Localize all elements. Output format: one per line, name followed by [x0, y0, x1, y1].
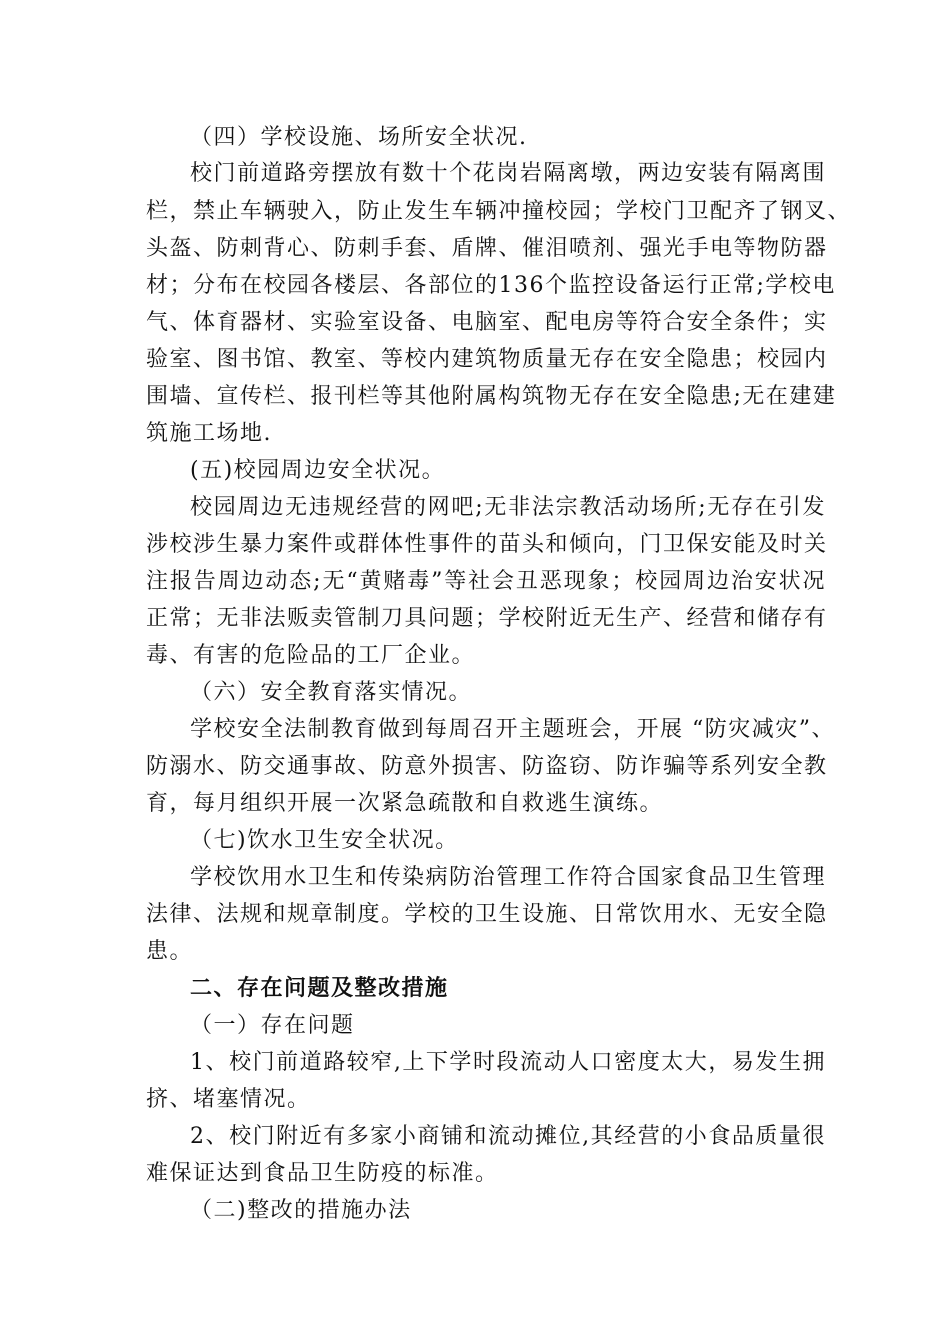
- paragraph-line: 学校饮用水卫生和传染病防治管理工作符合国家食品卫生管理: [190, 865, 826, 890]
- paragraph-line: 挤、堵塞情况。: [146, 1087, 311, 1112]
- paragraph-line: 校门前道路旁摆放有数十个花岗岩隔离墩，两边安装有隔离围: [190, 161, 826, 186]
- paragraph-line: 栏，禁止车辆驶入，防止发生车辆冲撞校园；学校门卫配齐了钢叉、: [146, 199, 852, 224]
- paragraph-line: 防溺水、防交通事故、防意外损害、防盗窃、防诈骗等系列安全教: [146, 754, 828, 779]
- paragraph-line: 注报告周边动态;无“黄赌毒”等社会丑恶现象；校园周边治安状况: [146, 569, 826, 594]
- heading-section-6: （六）安全教育落实情况。: [190, 680, 473, 705]
- heading-problems: （一）存在问题: [190, 1013, 355, 1038]
- heading-part-2: 二、存在问题及整改措施: [190, 976, 449, 1001]
- paragraph-line: 正常；无非法贩卖管制刀具问题；学校附近无生产、经营和储存有: [146, 606, 828, 631]
- paragraph-line: 材；分布在校园各楼层、各部位的136个监控设备运行正常;学校电: [146, 273, 836, 298]
- paragraph-line: 气、体育器材、实验室设备、电脑室、配电房等符合安全条件；实: [146, 310, 828, 335]
- paragraph-line: 学校安全法制教育做到每周召开主题班会，开展 “防灾减灾”、: [190, 717, 835, 742]
- heading-section-4: （四）学校设施、场所安全状况.: [190, 125, 528, 150]
- paragraph-line: 涉校涉生暴力案件或群体性事件的苗头和倾向，门卫保安能及时关: [146, 532, 828, 557]
- paragraph-line: 校园周边无违规经营的网吧;无非法宗教活动场所;无存在引发: [190, 495, 826, 520]
- paragraph-line: 头盔、防刺背心、防刺手套、盾牌、催泪喷剂、强光手电等物防器: [146, 236, 828, 261]
- paragraph-line: 难保证达到食品卫生防疫的标准。: [146, 1161, 499, 1186]
- paragraph-line: 1、校门前道路较窄,上下学时段流动人口密度太大，易发生拥: [190, 1050, 826, 1075]
- heading-section-7: （七)饮水卫生安全状况。: [190, 828, 459, 853]
- paragraph-line: 2、校门附近有多家小商铺和流动摊位,其经营的小食品质量很: [190, 1124, 826, 1149]
- paragraph-line: 验室、图书馆、教室、等校内建筑物质量无存在安全隐患；校园内: [146, 347, 828, 372]
- paragraph-line: 围墙、宣传栏、报刊栏等其他附属构筑物无存在安全隐患;无在建建: [146, 384, 837, 409]
- paragraph-line: 毒、有害的危险品的工厂企业。: [146, 643, 476, 668]
- heading-measures: （二)整改的措施办法: [190, 1198, 412, 1223]
- paragraph-line: 筑施工场地.: [146, 421, 272, 446]
- paragraph-line: 患。: [146, 939, 194, 964]
- paragraph-line: 育，每月组织开展一次紧急疏散和自救逃生演练。: [146, 791, 664, 816]
- heading-section-5: (五)校园周边安全状况。: [190, 458, 446, 483]
- paragraph-line: 法律、法规和规章制度。学校的卫生设施、日常饮用水、无安全隐: [146, 902, 828, 927]
